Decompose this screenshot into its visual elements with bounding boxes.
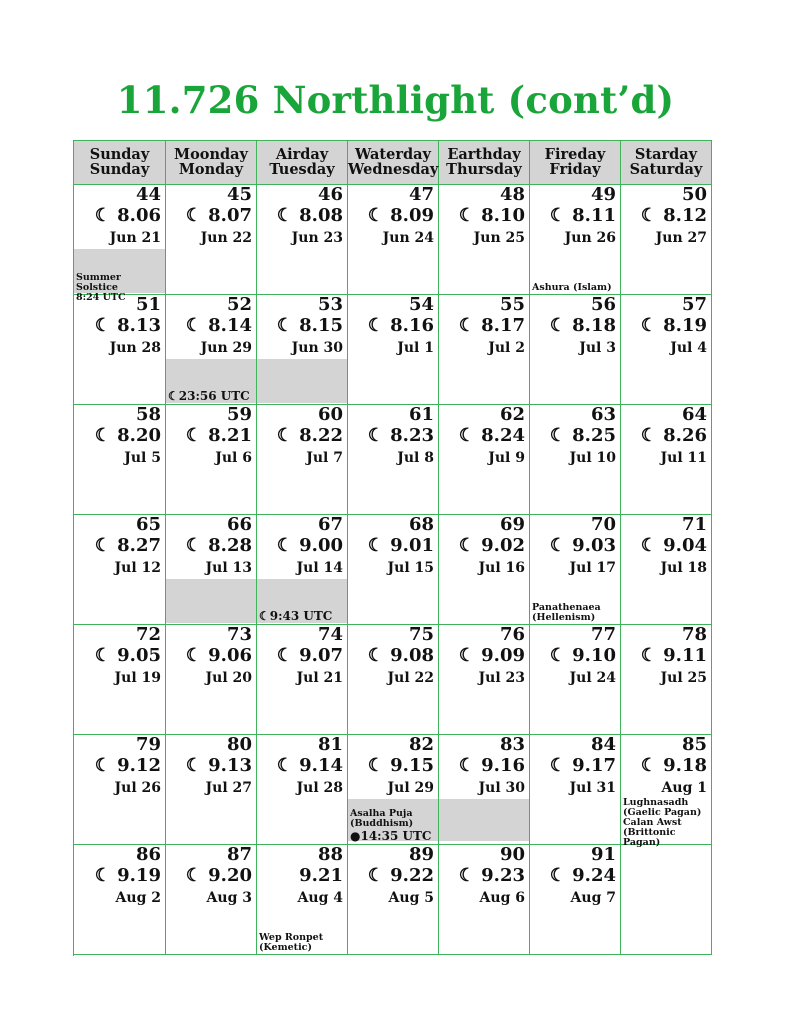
weekday-header — [530, 141, 621, 185]
day-cell[interactable] — [621, 515, 712, 625]
day-cell[interactable] — [166, 405, 257, 515]
gregorian-date: Jul 9 — [488, 450, 525, 466]
gregorian-date: Jul 12 — [114, 560, 161, 576]
weekday-header — [439, 141, 530, 185]
lunar-date: ☾ 8.28 — [185, 535, 252, 556]
lunar-date: ☾ 8.27 — [94, 535, 161, 556]
weekday-name-gregorian: Thursday — [446, 161, 522, 178]
day-cell[interactable] — [530, 625, 621, 735]
gregorian-date: Jul 8 — [397, 450, 434, 466]
gregorian-date: Jul 26 — [114, 780, 161, 796]
weekday-name: Waterday — [355, 146, 431, 163]
lunar-date: ☾ 9.20 — [185, 865, 252, 886]
day-number: 51 — [135, 294, 161, 315]
day-number: 61 — [408, 404, 434, 425]
lunar-date: ☾ 9.17 — [549, 755, 616, 776]
lunar-date: ☾ 9.14 — [276, 755, 343, 776]
lunar-date: ☾ 8.24 — [458, 425, 525, 446]
gregorian-date: Jul 2 — [488, 340, 525, 356]
day-cell[interactable] — [530, 515, 621, 625]
lunar-date: ☾ 8.23 — [367, 425, 434, 446]
lunar-date: ☾ 8.14 — [185, 315, 252, 336]
gregorian-date: Jun 21 — [109, 230, 161, 246]
gregorian-date: Jun 28 — [109, 340, 161, 356]
day-cell[interactable] — [621, 845, 712, 955]
day-number: 57 — [681, 294, 707, 315]
day-number: 55 — [499, 294, 525, 315]
lunar-date: ☾ 9.12 — [94, 755, 161, 776]
lunar-date: ☾ 8.15 — [276, 315, 343, 336]
lunar-date: ☾ 9.09 — [458, 645, 525, 666]
lunar-date: ☾ 9.07 — [276, 645, 343, 666]
weekday-name: Airday — [275, 146, 329, 163]
lunar-date: ☾ 9.04 — [640, 535, 707, 556]
day-number: 85 — [681, 734, 707, 755]
weekday-name-gregorian: Monday — [178, 161, 244, 178]
gregorian-date: Aug 5 — [388, 890, 434, 906]
lunar-date: ☾ 8.19 — [640, 315, 707, 336]
day-cell[interactable] — [74, 845, 166, 955]
observance-note: Ashura (Islam) — [532, 282, 612, 293]
weekday-header — [348, 141, 439, 185]
day-number: 69 — [499, 514, 525, 535]
gregorian-date: Jul 13 — [205, 560, 252, 576]
lunar-date: ☾ 8.17 — [458, 315, 525, 336]
day-cell[interactable] — [348, 295, 439, 405]
observance-note: Wep Ronpet (Kemetic) — [259, 932, 324, 953]
lunar-date: ☾ 9.15 — [367, 755, 434, 776]
highlight-band — [257, 359, 347, 403]
gregorian-date: Jul 20 — [205, 670, 252, 686]
gregorian-date: Jul 5 — [124, 450, 161, 466]
day-cell[interactable] — [257, 185, 348, 295]
day-number: 45 — [226, 184, 252, 205]
observance-note: Asalha Puja (Buddhism) — [350, 808, 414, 829]
weekday-name: Starday — [634, 146, 698, 163]
day-number: 52 — [226, 294, 252, 315]
day-cell[interactable] — [439, 515, 530, 625]
day-number: 88 — [317, 844, 343, 865]
gregorian-date: Jun 26 — [564, 230, 616, 246]
day-number: 74 — [317, 624, 343, 645]
day-cell[interactable] — [348, 845, 439, 955]
moon-phase-time: ☾23:56 UTC — [168, 389, 250, 403]
day-number: 77 — [590, 624, 616, 645]
day-number: 67 — [317, 514, 343, 535]
day-cell[interactable] — [257, 405, 348, 515]
day-number: 82 — [408, 734, 434, 755]
page-title: 11.726 Northlight (cont’d) — [116, 78, 675, 122]
lunar-date: ☾ 8.26 — [640, 425, 707, 446]
day-number: 66 — [226, 514, 252, 535]
lunar-date: ☾ 9.01 — [367, 535, 434, 556]
day-number: 79 — [135, 734, 161, 755]
weekday-name-gregorian: Saturday — [629, 161, 703, 178]
gregorian-date: Jul 7 — [306, 450, 343, 466]
lunar-date: ☾ 8.13 — [94, 315, 161, 336]
day-cell[interactable] — [166, 185, 257, 295]
lunar-date: ☾ 8.16 — [367, 315, 434, 336]
weekday-name-gregorian: Friday — [549, 161, 601, 178]
gregorian-date: Jun 29 — [200, 340, 252, 356]
gregorian-date: Jul 27 — [205, 780, 252, 796]
day-cell[interactable] — [621, 734, 712, 848]
lunar-date: ☾ 8.25 — [549, 425, 616, 446]
gregorian-date: Jul 4 — [670, 340, 707, 356]
day-number: 89 — [408, 844, 434, 865]
lunar-date: ☾ 9.08 — [367, 645, 434, 666]
day-cell[interactable] — [166, 625, 257, 735]
day-number: 60 — [317, 404, 343, 425]
day-cell[interactable] — [348, 625, 439, 735]
day-number: 78 — [681, 624, 707, 645]
weekday-header — [74, 141, 166, 185]
day-number: 63 — [590, 404, 616, 425]
day-cell[interactable] — [74, 735, 166, 845]
day-number: 84 — [590, 734, 616, 755]
day-number: 68 — [408, 514, 434, 535]
gregorian-date: Aug 1 — [661, 780, 707, 796]
day-cell[interactable] — [257, 515, 348, 625]
day-cell[interactable] — [166, 295, 257, 405]
day-number: 56 — [590, 294, 616, 315]
lunar-date: ☾ 9.03 — [549, 535, 616, 556]
gregorian-date: Jun 30 — [291, 340, 343, 356]
day-number: 44 — [135, 184, 161, 205]
day-number: 65 — [135, 514, 161, 535]
day-cell[interactable] — [257, 845, 348, 955]
gregorian-date: Jul 23 — [478, 670, 525, 686]
weekday-name: Fireday — [544, 146, 606, 163]
day-cell[interactable] — [74, 625, 166, 735]
day-number: 86 — [135, 844, 161, 865]
lunar-date: ☾ 9.00 — [276, 535, 343, 556]
gregorian-date: Aug 2 — [115, 890, 161, 906]
observance-note: Panathenaea (Hellenism) — [532, 602, 601, 623]
day-cell[interactable] — [530, 185, 621, 295]
weekday-header — [257, 141, 348, 185]
lunar-date: ☾ 8.07 — [185, 205, 252, 226]
weekday-name: Earthday — [447, 146, 521, 163]
day-cell[interactable] — [439, 295, 530, 405]
day-cell[interactable] — [439, 845, 530, 955]
day-number: 83 — [499, 734, 525, 755]
gregorian-date: Jun 27 — [655, 230, 707, 246]
day-number: 62 — [499, 404, 525, 425]
day-number: 47 — [408, 184, 434, 205]
day-number: 48 — [499, 184, 525, 205]
weekday-header — [166, 141, 257, 185]
day-cell[interactable] — [530, 845, 621, 955]
lunar-date: 9.21 — [299, 865, 343, 886]
day-number: 76 — [499, 624, 525, 645]
lunar-date: ☾ 8.06 — [94, 205, 161, 226]
gregorian-date: Jul 24 — [569, 670, 616, 686]
gregorian-date: Jul 11 — [660, 450, 707, 466]
gregorian-date: Jul 14 — [296, 560, 343, 576]
moon-phase-time: ●14:35 UTC — [350, 829, 432, 843]
day-cell[interactable] — [621, 405, 712, 515]
observance-note: Summer Solstice 8:24 UTC — [76, 272, 126, 303]
lunar-date: ☾ 9.19 — [94, 865, 161, 886]
day-number: 50 — [681, 184, 707, 205]
gregorian-date: Aug 4 — [297, 890, 343, 906]
lunar-date: ☾ 9.10 — [549, 645, 616, 666]
gregorian-date: Jul 10 — [569, 450, 616, 466]
day-cell[interactable] — [621, 185, 712, 295]
lunar-date: ☾ 8.11 — [549, 205, 616, 226]
day-number: 73 — [226, 624, 252, 645]
day-number: 46 — [317, 184, 343, 205]
lunar-date: ☾ 8.20 — [94, 425, 161, 446]
lunar-date: ☾ 8.22 — [276, 425, 343, 446]
gregorian-date: Jul 28 — [296, 780, 343, 796]
highlight-band — [166, 579, 256, 623]
day-cell[interactable] — [621, 295, 712, 405]
day-cell[interactable] — [74, 405, 166, 515]
observance-note: Lughnasadh (Gaelic Pagan) Calan Awst (Brittonic Pagan) — [623, 797, 702, 848]
day-cell[interactable] — [439, 625, 530, 735]
gregorian-date: Jun 25 — [473, 230, 525, 246]
weekday-name: Sunday — [89, 146, 150, 163]
gregorian-date: Jul 19 — [114, 670, 161, 686]
gregorian-date: Jul 3 — [579, 340, 616, 356]
day-cell[interactable] — [166, 845, 257, 955]
weekday-name-gregorian: Sunday — [89, 161, 150, 178]
weekday-name-gregorian: Wednesday — [348, 161, 439, 178]
day-number: 72 — [135, 624, 161, 645]
day-number: 70 — [590, 514, 616, 535]
day-cell[interactable] — [74, 184, 166, 303]
gregorian-date: Jul 22 — [387, 670, 434, 686]
lunar-date: ☾ 9.18 — [640, 755, 707, 776]
day-number: 71 — [681, 514, 707, 535]
day-cell[interactable] — [166, 735, 257, 845]
gregorian-date: Jul 16 — [478, 560, 525, 576]
day-cell[interactable] — [74, 515, 166, 625]
highlight-band — [439, 799, 529, 841]
day-cell[interactable] — [439, 405, 530, 515]
day-number: 49 — [590, 184, 616, 205]
day-cell[interactable] — [257, 295, 348, 405]
lunar-date: ☾ 9.23 — [458, 865, 525, 886]
weekday-header — [621, 141, 712, 185]
lunar-date: ☾ 9.05 — [94, 645, 161, 666]
day-number: 58 — [135, 404, 161, 425]
gregorian-date: Aug 6 — [479, 890, 525, 906]
gregorian-date: Jul 6 — [215, 450, 252, 466]
gregorian-date: Jul 30 — [478, 780, 525, 796]
day-cell[interactable] — [621, 625, 712, 735]
weekday-name-gregorian: Tuesday — [269, 161, 335, 178]
day-number: 91 — [590, 844, 616, 865]
moon-phase-time: ☾9:43 UTC — [259, 609, 333, 623]
gregorian-date: Jul 25 — [660, 670, 707, 686]
day-number: 75 — [408, 624, 434, 645]
day-number: 54 — [408, 294, 434, 315]
day-cell[interactable] — [257, 625, 348, 735]
day-number: 53 — [317, 294, 343, 315]
day-cell[interactable] — [439, 735, 530, 845]
lunar-date: ☾ 8.09 — [367, 205, 434, 226]
gregorian-date: Aug 3 — [206, 890, 252, 906]
gregorian-date: Jun 23 — [291, 230, 343, 246]
day-number: 81 — [317, 734, 343, 755]
day-number: 90 — [499, 844, 525, 865]
day-cell[interactable] — [74, 295, 166, 405]
day-number: 87 — [226, 844, 252, 865]
lunar-date: ☾ 9.11 — [640, 645, 707, 666]
day-number: 80 — [226, 734, 252, 755]
gregorian-date: Jun 22 — [200, 230, 252, 246]
day-cell[interactable] — [530, 295, 621, 405]
gregorian-date: Jul 18 — [660, 560, 707, 576]
day-cell[interactable] — [166, 515, 257, 625]
day-cell[interactable] — [348, 405, 439, 515]
day-cell[interactable] — [530, 735, 621, 845]
gregorian-date: Jul 31 — [569, 780, 616, 796]
calendar-grid — [73, 140, 712, 956]
lunar-date: ☾ 8.21 — [185, 425, 252, 446]
weekday-name: Moonday — [174, 146, 248, 163]
day-cell[interactable] — [348, 515, 439, 625]
lunar-date: ☾ 9.16 — [458, 755, 525, 776]
gregorian-date: Jul 21 — [296, 670, 343, 686]
gregorian-date: Jul 29 — [387, 780, 434, 796]
lunar-date: ☾ 8.12 — [640, 205, 707, 226]
day-cell[interactable] — [348, 735, 439, 845]
day-number: 59 — [226, 404, 252, 425]
lunar-date: ☾ 9.06 — [185, 645, 252, 666]
lunar-date: ☾ 8.10 — [458, 205, 525, 226]
day-number: 64 — [681, 404, 707, 425]
lunar-date: ☾ 9.22 — [367, 865, 434, 886]
lunar-date: ☾ 8.18 — [549, 315, 616, 336]
lunar-date: ☾ 9.13 — [185, 755, 252, 776]
day-cell[interactable] — [257, 735, 348, 845]
gregorian-date: Jul 1 — [397, 340, 434, 356]
gregorian-date: Aug 7 — [570, 890, 616, 906]
gregorian-date: Jul 17 — [569, 560, 616, 576]
lunar-date: ☾ 9.24 — [549, 865, 616, 886]
lunar-date: ☾ 8.08 — [276, 205, 343, 226]
gregorian-date: Jun 24 — [382, 230, 434, 246]
gregorian-date: Jul 15 — [387, 560, 434, 576]
lunar-date: ☾ 9.02 — [458, 535, 525, 556]
day-cell[interactable] — [439, 185, 530, 295]
day-cell[interactable] — [348, 185, 439, 295]
day-cell[interactable] — [530, 405, 621, 515]
